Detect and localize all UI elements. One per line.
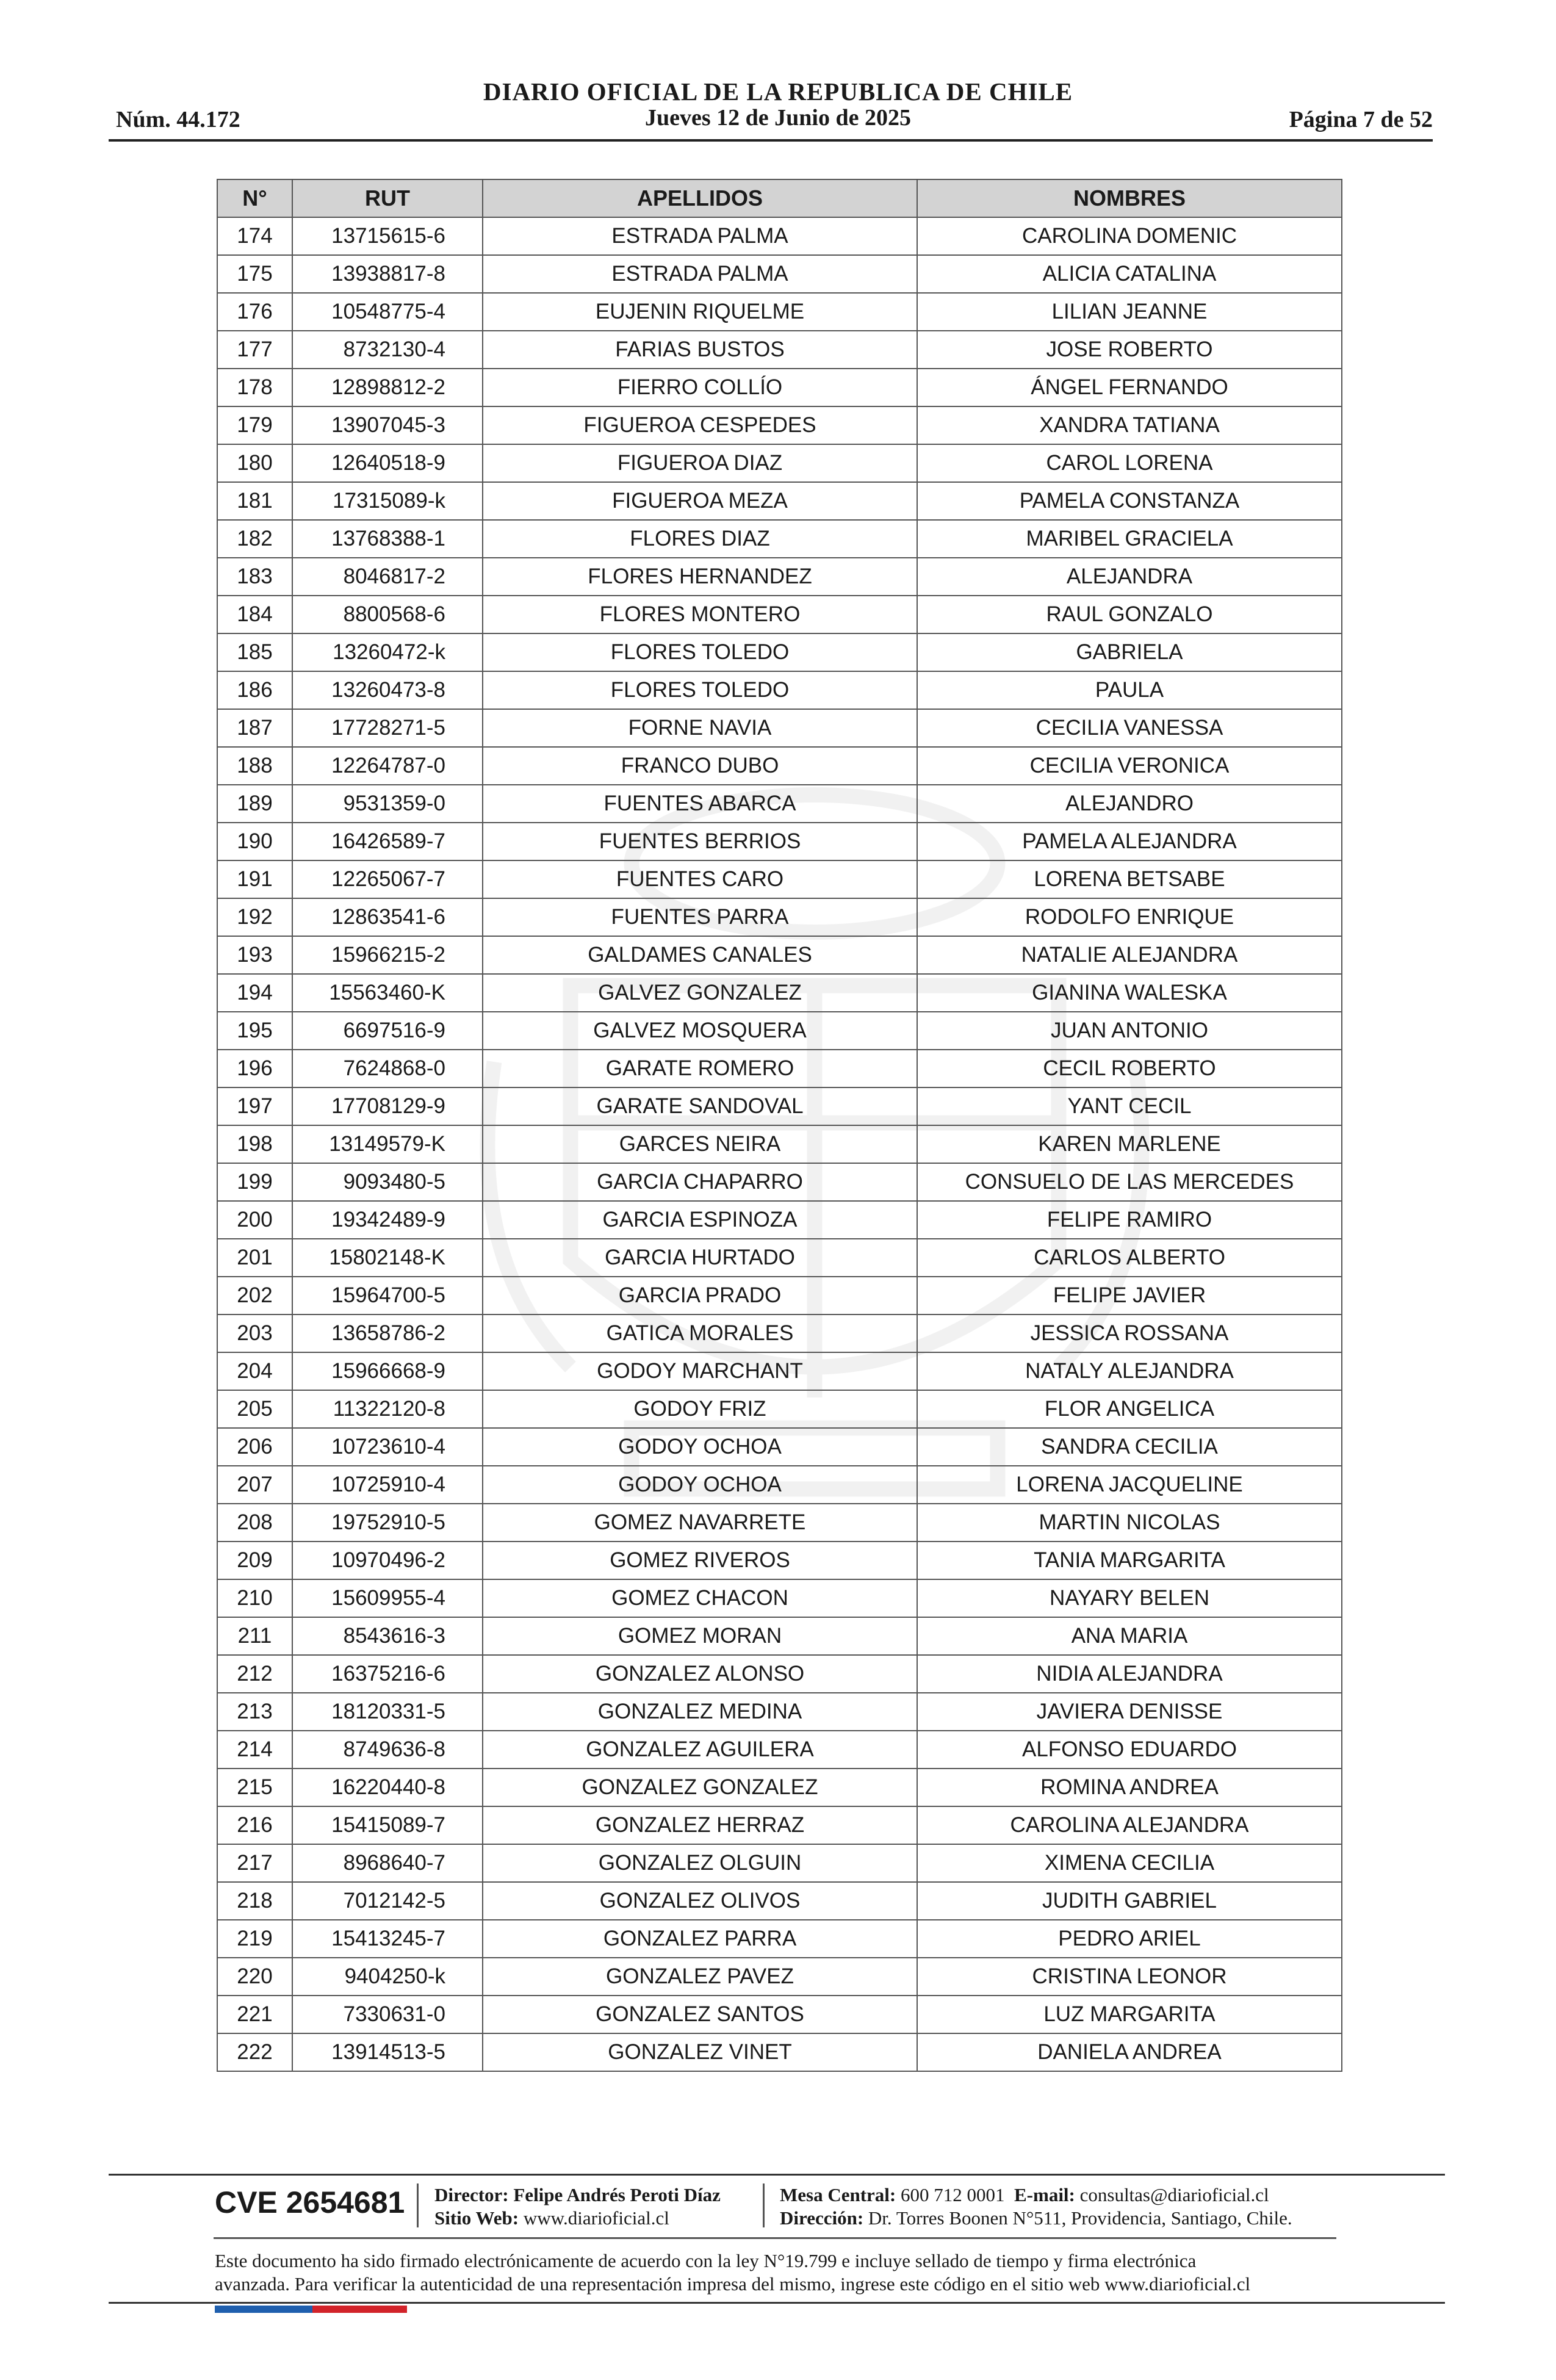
table-row (217, 898, 1342, 936)
table-row (217, 331, 1342, 369)
cell-nombres: TANIA MARGARITA (917, 1542, 1342, 1579)
cell-apellidos: GARCIA HURTADO (483, 1239, 917, 1277)
cell-number: 188 (217, 747, 292, 785)
table-row (217, 1012, 1342, 1050)
cell-rut: 8732130-4 (292, 331, 483, 369)
cell-apellidos: FLORES TOLEDO (483, 671, 917, 709)
table-row (217, 369, 1342, 406)
table-row (217, 1428, 1342, 1466)
cell-rut: 8046817-2 (292, 558, 483, 596)
cell-nombres: KAREN MARLENE (917, 1125, 1342, 1163)
table-row (217, 823, 1342, 860)
cell-rut: 17315089-k (292, 482, 483, 520)
table-row (217, 1466, 1342, 1504)
cell-number: 219 (217, 1920, 292, 1958)
cell-apellidos: EUJENIN RIQUELME (483, 293, 917, 331)
cell-number: 205 (217, 1390, 292, 1428)
cell-number: 208 (217, 1504, 292, 1542)
table-row (217, 633, 1342, 671)
footer-contact-block (780, 2183, 1292, 2230)
cell-number: 221 (217, 1996, 292, 2033)
cell-nombres: ALICIA CATALINA (917, 255, 1342, 293)
cell-rut: 12898812-2 (292, 369, 483, 406)
flag-stripe-red (312, 2306, 407, 2313)
cell-apellidos: FARIAS BUSTOS (483, 331, 917, 369)
cell-apellidos: GALVEZ MOSQUERA (483, 1012, 917, 1050)
table-row (217, 1125, 1342, 1163)
cell-nombres: FELIPE JAVIER (917, 1277, 1342, 1314)
cell-apellidos: FIGUEROA CESPEDES (483, 406, 917, 444)
table-row (217, 1996, 1342, 2033)
cell-nombres: JOSE ROBERTO (917, 331, 1342, 369)
table-row (217, 1504, 1342, 1542)
cell-apellidos: GODOY MARCHANT (483, 1352, 917, 1390)
cell-number: 185 (217, 633, 292, 671)
cell-rut: 13149579-K (292, 1125, 483, 1163)
table-row (217, 1050, 1342, 1087)
cell-nombres: LILIAN JEANNE (917, 293, 1342, 331)
cell-nombres: CECIL ROBERTO (917, 1050, 1342, 1087)
table-row (217, 860, 1342, 898)
cell-rut: 13768388-1 (292, 520, 483, 558)
table-row (217, 444, 1342, 482)
cell-rut: 8543616-3 (292, 1617, 483, 1655)
cell-nombres: NAYARY BELEN (917, 1579, 1342, 1617)
cell-rut: 15966215-2 (292, 936, 483, 974)
header-rule (109, 139, 1433, 142)
phone-label: Mesa Central: (780, 2184, 896, 2205)
table-row (217, 1958, 1342, 1996)
cell-nombres: JAVIERA DENISSE (917, 1693, 1342, 1731)
cell-number: 211 (217, 1617, 292, 1655)
cell-number: 191 (217, 860, 292, 898)
table-row (217, 709, 1342, 747)
table-row (217, 217, 1342, 255)
cell-nombres: FLOR ANGELICA (917, 1390, 1342, 1428)
cell-nombres: RAUL GONZALO (917, 596, 1342, 633)
cell-apellidos: FUENTES CARO (483, 860, 917, 898)
cell-rut: 12640518-9 (292, 444, 483, 482)
cell-number: 213 (217, 1693, 292, 1731)
cell-rut: 15609955-4 (292, 1579, 483, 1617)
cell-apellidos: GARATE SANDOVAL (483, 1087, 917, 1125)
cell-nombres: ÁNGEL FERNANDO (917, 369, 1342, 406)
cell-number: 214 (217, 1731, 292, 1769)
table-row (217, 1882, 1342, 1920)
table-row (217, 1314, 1342, 1352)
cell-number: 196 (217, 1050, 292, 1087)
cell-apellidos: GOMEZ RIVEROS (483, 1542, 917, 1579)
cell-number: 202 (217, 1277, 292, 1314)
cell-apellidos: GALVEZ GONZALEZ (483, 974, 917, 1012)
table-row (217, 1655, 1342, 1693)
table-row (217, 596, 1342, 633)
cell-number: 195 (217, 1012, 292, 1050)
cell-rut: 10548775-4 (292, 293, 483, 331)
cell-nombres: PEDRO ARIEL (917, 1920, 1342, 1958)
cell-number: 186 (217, 671, 292, 709)
cell-apellidos: FIGUEROA MEZA (483, 482, 917, 520)
cell-apellidos: GALDAMES CANALES (483, 936, 917, 974)
cell-nombres: NATALIE ALEJANDRA (917, 936, 1342, 974)
cell-rut: 13938817-8 (292, 255, 483, 293)
cell-number: 179 (217, 406, 292, 444)
cell-apellidos: GONZALEZ OLIVOS (483, 1882, 917, 1920)
cell-rut: 9093480-5 (292, 1163, 483, 1201)
cell-number: 175 (217, 255, 292, 293)
cell-number: 215 (217, 1769, 292, 1806)
footer-rule-top (109, 2174, 1445, 2176)
cell-apellidos: FLORES HERNANDEZ (483, 558, 917, 596)
cell-nombres: LUZ MARGARITA (917, 1996, 1342, 2033)
cell-number: 192 (217, 898, 292, 936)
cell-number: 178 (217, 369, 292, 406)
director-name: Felipe Andrés Peroti Díaz (513, 2184, 721, 2205)
cell-apellidos: GARATE ROMERO (483, 1050, 917, 1087)
cell-apellidos: GOMEZ NAVARRETE (483, 1504, 917, 1542)
cell-nombres: XANDRA TATIANA (917, 406, 1342, 444)
cell-apellidos: GONZALEZ ALONSO (483, 1655, 917, 1693)
cell-nombres: FELIPE RAMIRO (917, 1201, 1342, 1239)
footer-divider (417, 2183, 419, 2227)
cell-apellidos: GOMEZ CHACON (483, 1579, 917, 1617)
cell-rut: 15563460-K (292, 974, 483, 1012)
table-row (217, 747, 1342, 785)
cell-rut: 15802148-K (292, 1239, 483, 1277)
cell-number: 210 (217, 1579, 292, 1617)
cell-nombres: XIMENA CECILIA (917, 1844, 1342, 1882)
director-line (434, 2183, 721, 2207)
cell-nombres: ALEJANDRO (917, 785, 1342, 823)
cell-nombres: ROMINA ANDREA (917, 1769, 1342, 1806)
table-row (217, 1579, 1342, 1617)
cell-nombres: CARLOS ALBERTO (917, 1239, 1342, 1277)
cell-nombres: ALFONSO EDUARDO (917, 1731, 1342, 1769)
cell-apellidos: GARCIA ESPINOZA (483, 1201, 917, 1239)
cell-rut: 13914513-5 (292, 2033, 483, 2071)
cell-rut: 12863541-6 (292, 898, 483, 936)
notice-line: avanzada. Para verificar la autenticidad de una representación impresa del mismo, ingrese este código en el sitio web www.diarioficial.cl (215, 2273, 1251, 2295)
cell-rut: 7012142-5 (292, 1882, 483, 1920)
cell-rut: 9531359-0 (292, 785, 483, 823)
table-row (217, 1769, 1342, 1806)
cell-nombres: GIANINA WALESKA (917, 974, 1342, 1012)
cell-nombres: YANT CECIL (917, 1087, 1342, 1125)
cell-rut: 13260472-k (292, 633, 483, 671)
cell-apellidos: GODOY OCHOA (483, 1428, 917, 1466)
director-label: Director: (434, 2184, 509, 2205)
cell-number: 197 (217, 1087, 292, 1125)
cell-rut: 10725910-4 (292, 1466, 483, 1504)
cell-nombres: PAMELA ALEJANDRA (917, 823, 1342, 860)
cell-rut: 16426589-7 (292, 823, 483, 860)
signature-notice (215, 2249, 1374, 2296)
table-row (217, 1277, 1342, 1314)
phone-email-line (780, 2183, 1292, 2207)
cell-rut: 13658786-2 (292, 1314, 483, 1352)
table-row (217, 671, 1342, 709)
address-line (780, 2207, 1292, 2230)
cell-apellidos: FRANCO DUBO (483, 747, 917, 785)
cell-apellidos: FUENTES BERRIOS (483, 823, 917, 860)
cell-nombres: LORENA BETSABE (917, 860, 1342, 898)
cell-number: 181 (217, 482, 292, 520)
cell-number: 182 (217, 520, 292, 558)
cell-number: 183 (217, 558, 292, 596)
table-row (217, 1844, 1342, 1882)
cell-rut: 7624868-0 (292, 1050, 483, 1087)
footer-rule-middle (214, 2237, 1336, 2239)
cve-code: CVE 2654681 (215, 2185, 405, 2220)
cell-nombres: RODOLFO ENRIQUE (917, 898, 1342, 936)
cell-rut: 8749636-8 (292, 1731, 483, 1769)
cell-apellidos: GONZALEZ AGUILERA (483, 1731, 917, 1769)
table-row (217, 1163, 1342, 1201)
cell-number: 204 (217, 1352, 292, 1390)
cell-nombres: NATALY ALEJANDRA (917, 1352, 1342, 1390)
cell-apellidos: FLORES DIAZ (483, 520, 917, 558)
cell-apellidos: GONZALEZ GONZALEZ (483, 1769, 917, 1806)
cell-rut: 16375216-6 (292, 1655, 483, 1693)
cell-apellidos: GONZALEZ MEDINA (483, 1693, 917, 1731)
cell-number: 220 (217, 1958, 292, 1996)
cell-rut: 12264787-0 (292, 747, 483, 785)
cell-nombres: SANDRA CECILIA (917, 1428, 1342, 1466)
cell-apellidos: GODOY OCHOA (483, 1466, 917, 1504)
cell-rut: 8800568-6 (292, 596, 483, 633)
cell-number: 201 (217, 1239, 292, 1277)
cell-nombres: PAMELA CONSTANZA (917, 482, 1342, 520)
table-row (217, 255, 1342, 293)
cell-nombres: NIDIA ALEJANDRA (917, 1655, 1342, 1693)
cell-rut: 18120331-5 (292, 1693, 483, 1731)
cell-apellidos: FLORES TOLEDO (483, 633, 917, 671)
cell-apellidos: FUENTES ABARCA (483, 785, 917, 823)
address-value: Dr. Torres Boonen N°511, Providencia, Santiago, Chile. (868, 2207, 1292, 2229)
table-row (217, 2033, 1342, 2071)
table-row (217, 293, 1342, 331)
email-link[interactable]: consultas@diarioficial.cl (1079, 2184, 1269, 2205)
cell-rut: 6697516-9 (292, 1012, 483, 1050)
cell-apellidos: FORNE NAVIA (483, 709, 917, 747)
cell-nombres: CAROLINA ALEJANDRA (917, 1806, 1342, 1844)
table-row (217, 1542, 1342, 1579)
cell-apellidos: FUENTES PARRA (483, 898, 917, 936)
cell-apellidos: GONZALEZ HERRAZ (483, 1806, 917, 1844)
cell-rut: 17708129-9 (292, 1087, 483, 1125)
table-row (217, 1617, 1342, 1655)
header-cell-apellidos: APELLIDOS (483, 179, 917, 217)
table-row (217, 1806, 1342, 1844)
table-row (217, 1731, 1342, 1769)
cell-apellidos: FIGUEROA DIAZ (483, 444, 917, 482)
cell-rut: 13260473-8 (292, 671, 483, 709)
table-row (217, 974, 1342, 1012)
cell-rut: 11322120-8 (292, 1390, 483, 1428)
website-link[interactable]: www.diarioficial.cl (523, 2207, 669, 2229)
table-row (217, 1201, 1342, 1239)
cell-number: 203 (217, 1314, 292, 1352)
issue-date: Jueves 12 de Junio de 2025 (645, 105, 911, 131)
cell-rut: 19342489-9 (292, 1201, 483, 1239)
cell-rut: 15966668-9 (292, 1352, 483, 1390)
cell-rut: 10723610-4 (292, 1428, 483, 1466)
cell-number: 222 (217, 2033, 292, 2071)
cell-rut: 15413245-7 (292, 1920, 483, 1958)
cell-number: 177 (217, 331, 292, 369)
cell-number: 190 (217, 823, 292, 860)
cell-nombres: CAROL LORENA (917, 444, 1342, 482)
cell-number: 180 (217, 444, 292, 482)
cell-number: 199 (217, 1163, 292, 1201)
cell-apellidos: GATICA MORALES (483, 1314, 917, 1352)
phone-value: 600 712 0001 (901, 2184, 1005, 2205)
cell-number: 198 (217, 1125, 292, 1163)
cell-number: 176 (217, 293, 292, 331)
cell-number: 216 (217, 1806, 292, 1844)
table-row (217, 785, 1342, 823)
cell-apellidos: FIERRO COLLÍO (483, 369, 917, 406)
cell-rut: 12265067-7 (292, 860, 483, 898)
cell-apellidos: GARCIA CHAPARRO (483, 1163, 917, 1201)
website-label: Sitio Web: (434, 2207, 519, 2229)
table-row (217, 936, 1342, 974)
cell-apellidos: ESTRADA PALMA (483, 255, 917, 293)
cell-rut: 19752910-5 (292, 1504, 483, 1542)
cell-rut: 8968640-7 (292, 1844, 483, 1882)
address-label: Dirección: (780, 2207, 864, 2229)
cell-apellidos: GONZALEZ VINET (483, 2033, 917, 2071)
cell-nombres: LORENA JACQUELINE (917, 1466, 1342, 1504)
cell-rut: 15415089-7 (292, 1806, 483, 1844)
cell-number: 207 (217, 1466, 292, 1504)
cell-rut: 15964700-5 (292, 1277, 483, 1314)
cell-rut: 10970496-2 (292, 1542, 483, 1579)
cell-number: 200 (217, 1201, 292, 1239)
cell-rut: 16220440-8 (292, 1769, 483, 1806)
footer-rule-bottom (109, 2302, 1445, 2304)
cell-nombres: JUAN ANTONIO (917, 1012, 1342, 1050)
cell-rut: 13907045-3 (292, 406, 483, 444)
cell-nombres: CONSUELO DE LAS MERCEDES (917, 1163, 1342, 1201)
cell-apellidos: GODOY FRIZ (483, 1390, 917, 1428)
cell-number: 193 (217, 936, 292, 974)
cell-number: 184 (217, 596, 292, 633)
cell-nombres: CECILIA VERONICA (917, 747, 1342, 785)
table-row (217, 1087, 1342, 1125)
flag-stripe-blue (215, 2306, 312, 2313)
cell-apellidos: GONZALEZ PAVEZ (483, 1958, 917, 1996)
notice-line: Este documento ha sido firmado electrónicamente de acuerdo con la ley N°19.799 e incluye sellado de tiempo y firma electrónica (215, 2250, 1197, 2271)
cell-apellidos: GONZALEZ SANTOS (483, 1996, 917, 2033)
cell-nombres: ANA MARIA (917, 1617, 1342, 1655)
website-line (434, 2207, 721, 2230)
footer-director-block (434, 2183, 721, 2230)
page-indicator: Página 7 de 52 (1289, 107, 1433, 132)
page-title: DIARIO OFICIAL DE LA REPUBLICA DE CHILE (483, 78, 1073, 106)
cell-apellidos: GONZALEZ OLGUIN (483, 1844, 917, 1882)
cell-rut: 13715615-6 (292, 217, 483, 255)
cell-number: 194 (217, 974, 292, 1012)
cell-number: 212 (217, 1655, 292, 1693)
cell-nombres: CAROLINA DOMENIC (917, 217, 1342, 255)
cell-number: 217 (217, 1844, 292, 1882)
cell-apellidos: GARCIA PRADO (483, 1277, 917, 1314)
header-cell-number: N° (217, 179, 292, 217)
cell-number: 187 (217, 709, 292, 747)
cell-nombres: JUDITH GABRIEL (917, 1882, 1342, 1920)
header-cell-nombres: NOMBRES (917, 179, 1342, 217)
cell-number: 218 (217, 1882, 292, 1920)
cell-number: 189 (217, 785, 292, 823)
cell-rut: 7330631-0 (292, 1996, 483, 2033)
cell-nombres: PAULA (917, 671, 1342, 709)
email-label: E-mail: (1014, 2184, 1075, 2205)
table-header-row (217, 179, 1342, 217)
table-row (217, 482, 1342, 520)
cell-nombres: CRISTINA LEONOR (917, 1958, 1342, 1996)
cell-nombres: MARTIN NICOLAS (917, 1504, 1342, 1542)
cell-nombres: ALEJANDRA (917, 558, 1342, 596)
cell-nombres: DANIELA ANDREA (917, 2033, 1342, 2071)
header-cell-rut: RUT (292, 179, 483, 217)
cell-number: 209 (217, 1542, 292, 1579)
table-row (217, 520, 1342, 558)
cell-apellidos: FLORES MONTERO (483, 596, 917, 633)
roster-table (217, 179, 1342, 2072)
table-row (217, 558, 1342, 596)
cell-number: 206 (217, 1428, 292, 1466)
cell-nombres: GABRIELA (917, 633, 1342, 671)
cell-apellidos: ESTRADA PALMA (483, 217, 917, 255)
cell-apellidos: GOMEZ MORAN (483, 1617, 917, 1655)
cell-nombres: CECILIA VANESSA (917, 709, 1342, 747)
issue-number: Núm. 44.172 (116, 107, 240, 132)
table-row (217, 1352, 1342, 1390)
table-row (217, 406, 1342, 444)
table-row (217, 1920, 1342, 1958)
table-row (217, 1239, 1342, 1277)
table-row (217, 1390, 1342, 1428)
cell-rut: 9404250-k (292, 1958, 483, 1996)
cell-number: 174 (217, 217, 292, 255)
footer-divider (763, 2183, 765, 2227)
cell-apellidos: GONZALEZ PARRA (483, 1920, 917, 1958)
table-row (217, 1693, 1342, 1731)
cell-apellidos: GARCES NEIRA (483, 1125, 917, 1163)
cell-nombres: JESSICA ROSSANA (917, 1314, 1342, 1352)
cell-nombres: MARIBEL GRACIELA (917, 520, 1342, 558)
cell-rut: 17728271-5 (292, 709, 483, 747)
